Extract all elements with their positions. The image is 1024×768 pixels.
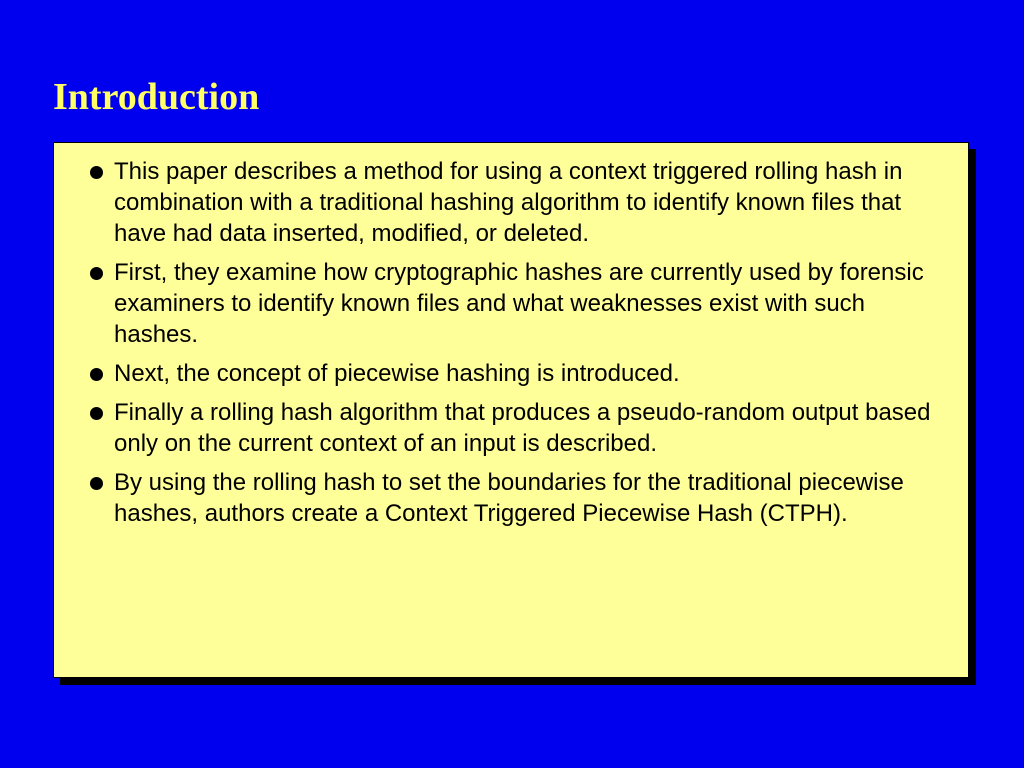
bullet-text: Next, the concept of piecewise hashing is introduced. — [114, 360, 680, 387]
bullet-text: Finally a rolling hash algorithm that produces a pseudo-random output based only on the current context of an input is described. — [114, 399, 931, 457]
bullet-icon — [90, 368, 103, 381]
bullet-item — [90, 358, 950, 389]
bullet-icon — [90, 267, 103, 280]
bullet-text: By using the rolling hash to set the boundaries for the traditional piecewise hashes, authors create a Context Triggered Piecewise Hash (CTPH). — [114, 469, 904, 527]
bullet-text: This paper describes a method for using a context triggered rolling hash in combination with a traditional hashing algorithm to identify known files that have had data inserted, modified, or deleted. — [114, 158, 903, 247]
bullet-item — [90, 257, 950, 350]
bullet-icon — [90, 407, 103, 420]
bullet-icon — [90, 477, 103, 490]
content-box — [53, 142, 969, 678]
slide-title: Introduction — [53, 76, 260, 118]
bullet-icon — [90, 166, 103, 179]
bullet-text: First, they examine how cryptographic hashes are currently used by forensic examiners to identify known files and what weaknesses exist with such hashes. — [114, 259, 924, 348]
bullet-item — [90, 156, 950, 249]
bullet-item — [90, 467, 950, 529]
bullet-item — [90, 397, 950, 459]
bullet-list — [90, 156, 950, 537]
